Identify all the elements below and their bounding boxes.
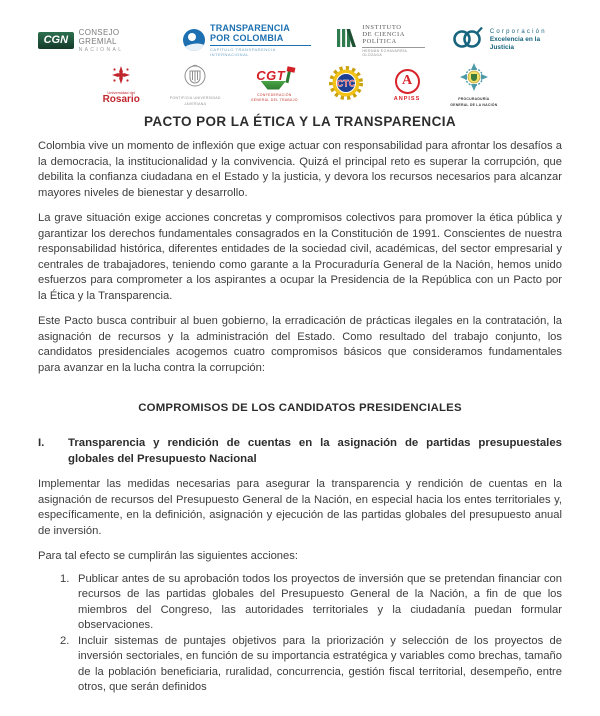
icp-name-line1: INSTITUTO — [362, 23, 402, 31]
cgt-mark-icon — [252, 68, 296, 92]
rosario-name-line1: Universidad del — [107, 89, 135, 95]
cgn-name-line2: NACIONAL — [78, 46, 124, 53]
cgt-abbr: CGT — [256, 67, 286, 83]
page-title: PACTO POR LA ÉTICA Y LA TRANSPARENCIA — [143, 114, 457, 129]
list-item-1 — [60, 572, 562, 634]
rosario-cross-icon — [110, 66, 132, 89]
logo-procuraduria — [450, 63, 497, 107]
intro-paragraph-3: Este Pacto busca contribuir al buen gobierno, la erradicación de prácticas ilegales en la contratación, la asignación de recursos y la administración del Estado. Como resultado del trabajo conjunto, los candidatos presidenciales acogemos cuatro compromisos básicos que consideramos fundamentales para avanzar en la lucha contra la corrupción: — [38, 315, 562, 374]
commitment-1-heading — [38, 436, 562, 467]
anpiss-name: ANPISS — [393, 95, 421, 102]
transparencia-wordmark — [210, 23, 311, 57]
svg-text:CTC: CTC — [336, 78, 356, 88]
cej-monogram-icon — [451, 26, 485, 55]
cej-wordmark — [490, 29, 562, 52]
ctc-gear-icon — [328, 65, 364, 106]
procuraduria-caption-line1: PROCURADURÍA — [458, 97, 490, 101]
cej-name-line2: Excelencia en la Justicia — [489, 35, 541, 51]
icp-bars-icon — [337, 28, 357, 53]
cgt-caption-line1: CONFEDERACIÓN — [256, 92, 292, 97]
list-item-2 — [60, 634, 562, 696]
list-item-1-number: 1. — [60, 572, 70, 585]
javeriana-crest-icon — [183, 64, 207, 95]
commitment-1-title: Transparencia y rendición de cuentas en la asignación de partidas presupuestales globales del Presupuesto Nacional — [68, 437, 562, 465]
cgn-monogram-icon: CGN — [38, 32, 74, 49]
anpiss-ring-icon — [395, 69, 420, 94]
logo-universidad-javeriana — [170, 64, 221, 106]
cej-name-line1: Corporación — [489, 28, 547, 35]
intro-paragraph-2: La grave situación exige acciones concretas y compromisos colectivos para promover la ética pública y garantizar los derechos fundamentales consagrados en la Constitución de 1991. Conscientes de nuestra responsabilidad histórica, diferentes entidades de la sociedad civil, académicas, del sector empresarial y centrales de trabajadores, teniendo como garante a la Procuraduría General de la Nación, hemos unido esfuerzos para comprometer a los aspirantes a ocupar la Presidencia de la República con un Pacto por la Ética y la Transparencia. — [38, 212, 562, 302]
actions-intro: Para tal efecto se cumplirán las siguientes acciones: — [38, 550, 298, 562]
procuraduria-caption-line2: GENERAL DE LA NACIÓN — [450, 102, 498, 107]
logo-transparencia-por-colombia — [183, 23, 311, 57]
commitment-1-body: Implementar las medidas necesarias para asegurar la transparencia y rendición de cuentas en la asignación de recursos del Presupuesto General de la Nación, en especial hacia los entes territoriales y, específicamente, en la definición, asignación y ejecución de las partidas globales del presupuesto anual de inversión. — [38, 478, 562, 537]
logo-anpiss — [394, 69, 420, 102]
icp-name-line2: DE CIENCIA — [362, 30, 406, 38]
icp-caption: HERNÁN ECHAVARRÍA OLÓZAGA — [362, 47, 424, 57]
cgn-name-line1: CONSEJO GREMIAL — [78, 27, 120, 46]
transparencia-name-line1: TRANSPARENCIA — [210, 23, 290, 34]
logo-header — [38, 20, 562, 107]
logo-instituto-ciencia-politica — [337, 24, 424, 57]
section-heading: COMPROMISOS DE LOS CANDIDATOS PRESIDENCIALES — [138, 402, 462, 414]
document-content — [38, 139, 562, 696]
list-item-2-number: 2. — [60, 634, 70, 647]
javeriana-caption-line1: PONTIFICIA UNIVERSIDAD — [169, 96, 221, 100]
cgt-flag-shape — [287, 66, 296, 73]
transparencia-rule — [210, 45, 311, 46]
transparencia-globe-icon — [183, 29, 205, 51]
transparencia-caption: CAPÍTULO TRANSPARENCIA INTERNACIONAL — [210, 46, 276, 57]
logo-cgt — [251, 68, 298, 103]
actions-list — [38, 572, 562, 696]
rosario-name-line2: Rosario — [102, 93, 140, 105]
logo-universidad-del-rosario — [103, 66, 140, 105]
procuraduria-compass-icon — [460, 63, 488, 96]
logo-row-bottom — [38, 63, 562, 107]
cgt-caption-line2: GENERAL DEL TRABAJO — [250, 98, 298, 102]
commitment-1-numeral: I. — [38, 437, 45, 449]
transparencia-name-line2: POR COLOMBIA — [210, 33, 284, 44]
list-item-2-text: Incluir sistemas de puntajes objetivos para la priorización y selección de los proyectos de inversión sectoriales, en función de su importancia estratégica y variables como brechas, tamaño de la población beneficiaria, ruralidad, concurrencia, gestión fiscal territorial, desempeño, entre otros, que serán definidos — [78, 634, 562, 693]
icp-name-line3: POLÍTICA — [362, 37, 397, 45]
logo-ctc — [328, 65, 364, 106]
cgn-wordmark — [79, 28, 157, 53]
intro-paragraph-1: Colombia vive un momento de inflexión que exige actuar con responsabilidad para afrontar los desafíos a la democracia, la institucionalidad y la convivencia. Quizá el principal reto es superar la corrupción, que debilita la confianza ciudadana en el Estado y la justicia, y devora los recursos necesarios para alcanzar mayores niveles de bienestar y desarrollo. — [38, 140, 562, 199]
anpiss-letter: A — [401, 73, 413, 88]
icp-wordmark — [362, 24, 424, 57]
logo-consejo-gremial-nacional — [38, 28, 157, 53]
logo-corporacion-excelencia-justicia — [451, 26, 562, 55]
javeriana-caption-line2: JAVERIANA — [184, 101, 207, 106]
list-item-1-text: Publicar antes de su aprobación todos los proyectos de inversión que se pretendan financiar con recursos de las partidas globales del Presupuesto General de la Nación, a fin de que los miembros del Congreso, las autoridades territoriales y la ciudadanía puedan formular observaciones. — [78, 572, 562, 631]
logo-row-top — [38, 20, 562, 60]
